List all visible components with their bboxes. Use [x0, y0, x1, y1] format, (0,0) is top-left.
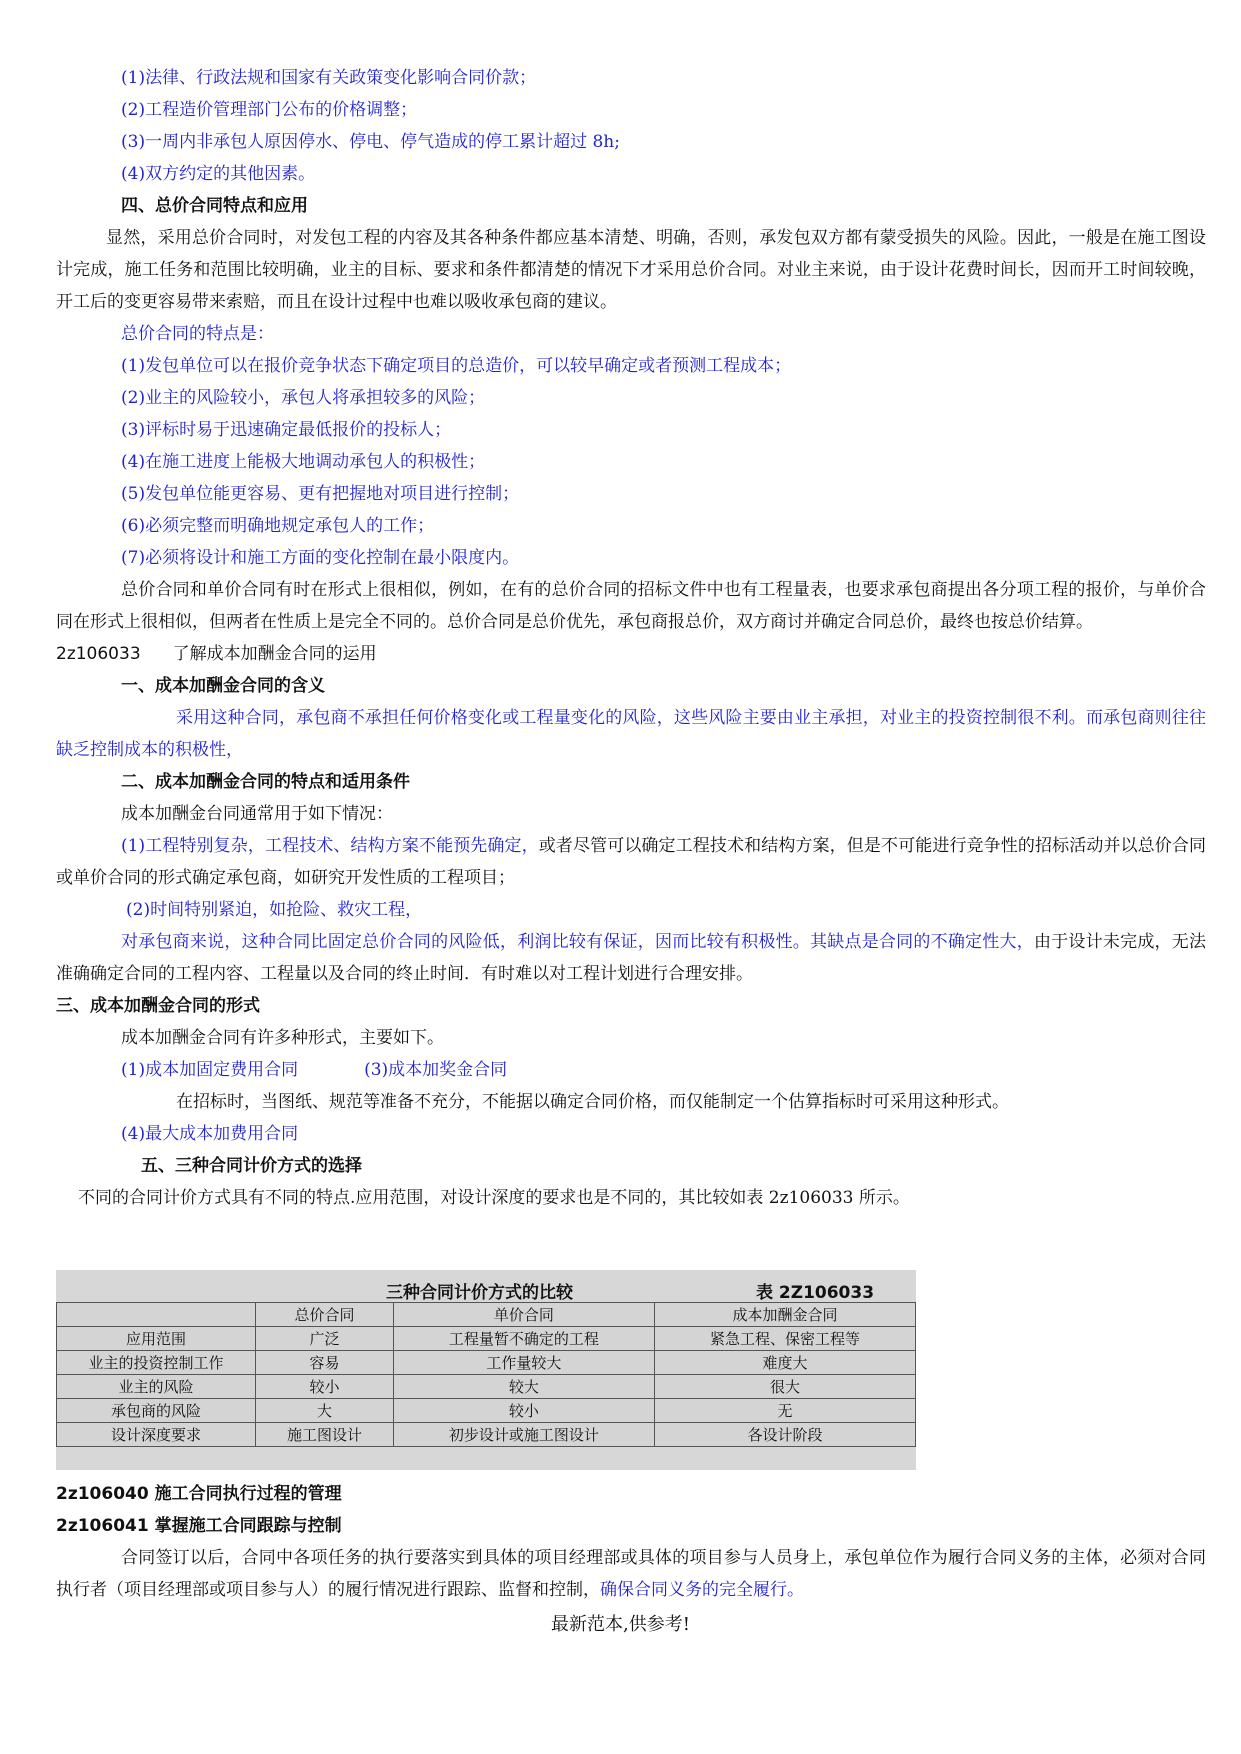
- table-cell: 难度大: [654, 1351, 915, 1375]
- table-cell: 设计深度要求: [57, 1423, 256, 1447]
- table-header-cell: 总价合同: [256, 1303, 394, 1327]
- features-title: 总价合同的特点是：: [121, 324, 274, 344]
- feature-2: (2)业主的风险较小，承包人将承担较多的风险；: [121, 388, 486, 408]
- form-4: (4)最大成本加费用合同: [121, 1124, 299, 1144]
- factor-1: (1)法律、行政法规和国家有关政策变化影响合同价款；: [121, 68, 537, 88]
- table-row: [57, 1399, 916, 1423]
- usage-case-1: (1)工程特别复杂，工程技术、结构方案不能预先确定，或者尽管可以确定工程技术和结构方案，但是不可能进行竞争性的招标活动并以总价合同或单价合同的形式确定承包商，如研究开发性质的工程项目；: [56, 836, 1206, 888]
- heading-features: 二、成本加酬金合同的特点和适用条件: [121, 772, 410, 792]
- heading-meaning: 一、成本加酬金合同的含义: [121, 676, 325, 696]
- table-cell: 工程量暂不确定的工程: [393, 1327, 654, 1351]
- section-4-paragraph-1: 显然，采用总价合同时，对发包工程的内容及其各种条件都应基本清楚、明确，否则，承发包双方都有蒙受损失的风险。因此，一般是在施工图设计完成，施工任务和范围比较明确，业主的目标、要求和条件都清楚的情况下才采用总价合同。对业主来说，由于设计花费时间长，因而开工时间较晚，开工后的变更容易带来索赔，而且在设计过程中也难以吸收承包商的建议。: [56, 228, 1206, 312]
- meaning-paragraph: 采用这种合同，承包商不承担任何价格变化或工程量变化的风险，这些风险主要由业主承担，对业主的投资控制很不利。而承包商则往往缺乏控制成本的积极性，: [56, 708, 1206, 760]
- table-row: [57, 1375, 916, 1399]
- feature-5: (5)发包单位能更容易、更有把握地对项目进行控制；: [121, 484, 520, 504]
- table-cell: 工作量较大: [393, 1351, 654, 1375]
- form-3-description: 在招标时，当图纸、规范等准备不充分，不能据以确定合同价格，而仅能制定一个估算指标时可采用这种形式。: [176, 1092, 1009, 1112]
- table-cell: 初步设计或施工图设计: [393, 1423, 654, 1447]
- feature-7: (7)必须将设计和施工方面的变化控制在最小限度内。: [121, 548, 520, 568]
- forms-intro: 成本加酬金合同有许多种形式，主要如下。: [121, 1028, 444, 1048]
- footer-note: 最新范本,供参考!: [551, 1614, 690, 1635]
- table-row: [57, 1423, 916, 1447]
- comparison-table-image: [56, 1270, 916, 1470]
- table-cell: 大: [256, 1399, 394, 1423]
- table-cell: 承包商的风险: [57, 1399, 256, 1423]
- section-title: 了解成本加酬金合同的运用: [172, 644, 377, 664]
- table-cell: 业主的风险: [57, 1375, 256, 1399]
- table-cell: 紧急工程、保密工程等: [654, 1327, 915, 1351]
- table-cell: 较小: [393, 1399, 654, 1423]
- table-header-cell: 成本加酬金合同: [654, 1303, 915, 1327]
- table-cell: 应用范围: [57, 1327, 256, 1351]
- table-cell: 较小: [256, 1375, 394, 1399]
- factor-2: (2)工程造价管理部门公布的价格调整；: [121, 100, 418, 120]
- heading-forms: 三、成本加酬金合同的形式: [56, 996, 260, 1016]
- table-number: 表 2Z106033: [756, 1283, 875, 1303]
- table-cell: 很大: [654, 1375, 915, 1399]
- table-cell: 各设计阶段: [654, 1423, 915, 1447]
- comparison-table: [56, 1302, 916, 1447]
- table-cell: 较大: [393, 1375, 654, 1399]
- tracking-paragraph: 合同签订以后，合同中各项任务的执行要落实到具体的项目经理部或具体的项目参与人员身上，承包单位作为履行合同义务的主体，必须对合同执行者（项目经理部或项目参与人）的履行情况进行跟踪、监督和控制，确保合同义务的完全履行。: [56, 1548, 1206, 1600]
- document-body-lower: [56, 1478, 1206, 1606]
- selection-paragraph: 不同的合同计价方式具有不同的特点.应用范围，对设计深度的要求也是不同的，其比较如表 2z106033 所示。: [78, 1188, 910, 1208]
- usage-case-2: (2)时间特别紧迫，如抢险、救灾工程，: [126, 900, 423, 920]
- factor-3: (3)一周内非承包人原因停水、停电、停气造成的停工累计超过 8h;: [121, 132, 620, 152]
- table-header-row: [57, 1303, 916, 1327]
- table-row: [57, 1327, 916, 1351]
- feature-1: (1)发包单位可以在报价竞争状态下确定项目的总造价，可以较早确定或者预测工程成本；: [121, 356, 792, 376]
- section-106033-title: [56, 638, 1206, 670]
- factor-4: (4)双方约定的其他因素。: [121, 164, 316, 184]
- table-header-cell: 单价合同: [393, 1303, 654, 1327]
- table-row: [57, 1351, 916, 1375]
- table-title: 三种合同计价方式的比较: [386, 1283, 573, 1303]
- section-4-heading: 四、总价合同特点和应用: [121, 196, 308, 216]
- section-4-paragraph-2: 总价合同和单价合同有时在形式上很相似，例如，在有的总价合同的招标文件中也有工程量表，也要求承包商提出各分项工程的报价，与单价合同在形式上很相似，但两者在性质上是完全不同的。总价合同是总价优先，承包商报总价，双方商讨并确定合同总价，最终也按总价结算。: [56, 580, 1206, 632]
- table-cell: 广泛: [256, 1327, 394, 1351]
- document-body: [56, 62, 1206, 1214]
- usage-intro: 成本加酬金台同通常用于如下情况：: [121, 804, 393, 824]
- section-106040-title: 2z106040 施工合同执行过程的管理: [56, 1484, 342, 1504]
- feature-4: (4)在施工进度上能极大地调动承包人的积极性；: [121, 452, 486, 472]
- heading-selection: 五、三种合同计价方式的选择: [141, 1156, 362, 1176]
- feature-3: (3)评标时易于迅速确定最低报价的投标人；: [121, 420, 452, 440]
- table-cell: 容易: [256, 1351, 394, 1375]
- section-106041-title: 2z106041 掌握施工合同跟踪与控制: [56, 1516, 342, 1536]
- table-cell: 业主的投资控制工作: [57, 1351, 256, 1375]
- table-cell: 无: [654, 1399, 915, 1423]
- advantage-paragraph: 对承包商来说，这种合同比固定总价合同的风险低，利润比较有保证，因而比较有积极性。其缺点是合同的不确定性大，由于设计未完成，无法准确确定合同的工程内容、工程量以及合同的终止时间．有时难以对工程计划进行合理安排。: [56, 932, 1207, 984]
- table-header-cell: [57, 1303, 256, 1327]
- forms-1-3: (1)成本加固定费用合同 (3)成本加奖金合同: [121, 1060, 508, 1080]
- table-cell: 施工图设计: [256, 1423, 394, 1447]
- section-code: 2z106033: [56, 644, 141, 664]
- feature-6: (6)必须完整而明确地规定承包人的工作；: [121, 516, 435, 536]
